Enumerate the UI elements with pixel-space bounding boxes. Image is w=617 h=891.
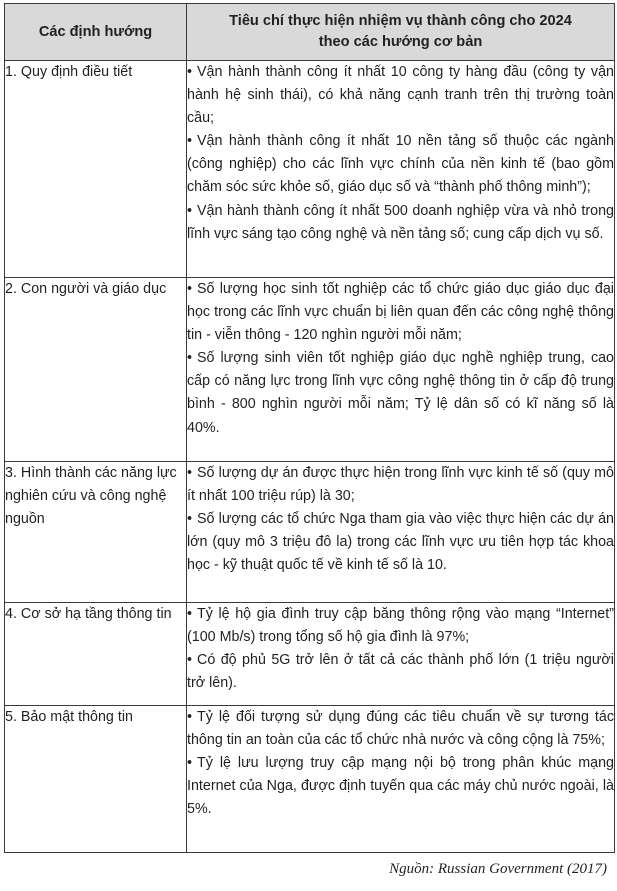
direction-cell: 1. Quy định điều tiết [5, 61, 187, 278]
criteria-bullet [187, 200, 614, 246]
direction-cell: 5. Bảo mật thông tin [5, 706, 187, 853]
criteria-bullet [187, 603, 614, 649]
criteria-table [4, 3, 615, 853]
bullet-text: Số lượng học sinh tốt nghiệp các tổ chức giáo dục giáo dục đại học trong các lĩnh vực chuẩn bị liên quan đến các công nghệ thông tin - viễn thông - 120 nghìn người mỗi năm; [187, 281, 614, 344]
bullet-icon: • [187, 202, 193, 219]
bullet-text: Tỷ lệ lưu lượng truy cập mạng nội bộ trong phân khúc mạng Internet của Nga, được định tuyến qua các máy chủ nước ngoài, là 5%. [187, 755, 614, 818]
bullet-icon: • [187, 465, 193, 481]
source-caption: Nguồn: Russian Government (2017) [389, 861, 607, 877]
bullet-icon: • [187, 133, 193, 150]
bullet-text: Có độ phủ 5G trở lên ở tất cả các thành phố lớn (1 triệu người trở lên). [187, 652, 614, 692]
direction-cell: 2. Con người và giáo dục [5, 278, 187, 462]
criteria-bullet [187, 649, 614, 695]
bullet-text: Vận hành thành công ít nhất 10 công ty hàng đầu (công ty vận hành hệ sinh thái), có khả năng cạnh tranh trên thị trường toàn cầu; [187, 64, 614, 127]
table-row [5, 278, 615, 462]
bullet-text: Tỷ lệ hộ gia đình truy cập băng thông rộng vào mạng “Internet” (100 Mb/s) trong tổng số hộ gia đình là 97%; [187, 606, 614, 646]
direction-cell: 3. Hình thành các năng lực nghiên cứu và công nghệ nguồn [5, 462, 187, 603]
bullet-icon: • [187, 606, 193, 622]
table-row [5, 603, 615, 706]
bullet-text: Số lượng các tổ chức Nga tham gia vào việc thực hiện các dự án lớn (quy mô 3 triệu đô la) trong các lĩnh vực ưu tiên hợp tác khoa học - kỹ thuật quốc tế về kinh tế số là 10. [187, 511, 614, 574]
criteria-cell [187, 706, 615, 853]
bullet-icon: • [187, 755, 193, 772]
criteria-cell [187, 61, 615, 278]
bullet-icon: • [187, 64, 193, 80]
bullet-text: Vận hành thành công ít nhất 10 nền tảng số thuộc các ngành (công nghiệp) cho các lĩnh vực chính của nền kinh tế (bao gồm chăm sóc sức khỏe số, giáo dục số và “thành phố thông minh”); [187, 133, 614, 196]
criteria-bullet [187, 130, 614, 199]
table-row [5, 61, 615, 278]
table-row [5, 462, 615, 603]
criteria-bullet [187, 462, 614, 508]
bullet-icon: • [187, 709, 193, 725]
bullet-icon: • [187, 350, 193, 367]
bullet-text: Số lượng sinh viên tốt nghiệp giáo dục nghề nghiệp trung, cao cấp có năng lực trong lĩnh vực công nghệ thông tin ở cấp độ trung bình - 800 nghìn người mỗi năm; Tỷ lệ dân số có kĩ năng số là 40%. [187, 350, 614, 436]
criteria-bullet [187, 347, 614, 439]
table-header-row [5, 4, 615, 61]
bullet-text: Tỷ lệ đối tượng sử dụng đúng các tiêu chuẩn về sự tương tác thông tin an toàn của các tổ chức nhà nước và công cộng là 75%; [187, 709, 614, 749]
bullet-icon: • [187, 511, 193, 528]
direction-cell: 4. Cơ sở hạ tầng thông tin [5, 603, 187, 706]
header-criteria: Tiêu chí thực hiện nhiệm vụ thành công cho 2024 theo các hướng cơ bản [187, 4, 615, 61]
bullet-text: Số lượng dự án được thực hiện trong lĩnh vực kinh tế số (quy mô ít nhất 100 triệu rúp) là 30; [187, 465, 614, 505]
criteria-cell [187, 462, 615, 603]
bullet-icon: • [187, 652, 193, 669]
criteria-cell [187, 603, 615, 706]
criteria-cell [187, 278, 615, 462]
criteria-bullet [187, 278, 614, 347]
header-directions: Các định hướng [5, 4, 187, 61]
table-row [5, 706, 615, 853]
criteria-bullet [187, 752, 614, 821]
bullet-text: Vận hành thành công ít nhất 500 doanh nghiệp vừa và nhỏ trong lĩnh vực sáng tạo công nghệ và nền tảng số; cung cấp dịch vụ số. [187, 202, 614, 242]
criteria-bullet [187, 61, 614, 130]
criteria-bullet [187, 706, 614, 752]
criteria-bullet [187, 508, 614, 577]
bullet-icon: • [187, 281, 193, 297]
